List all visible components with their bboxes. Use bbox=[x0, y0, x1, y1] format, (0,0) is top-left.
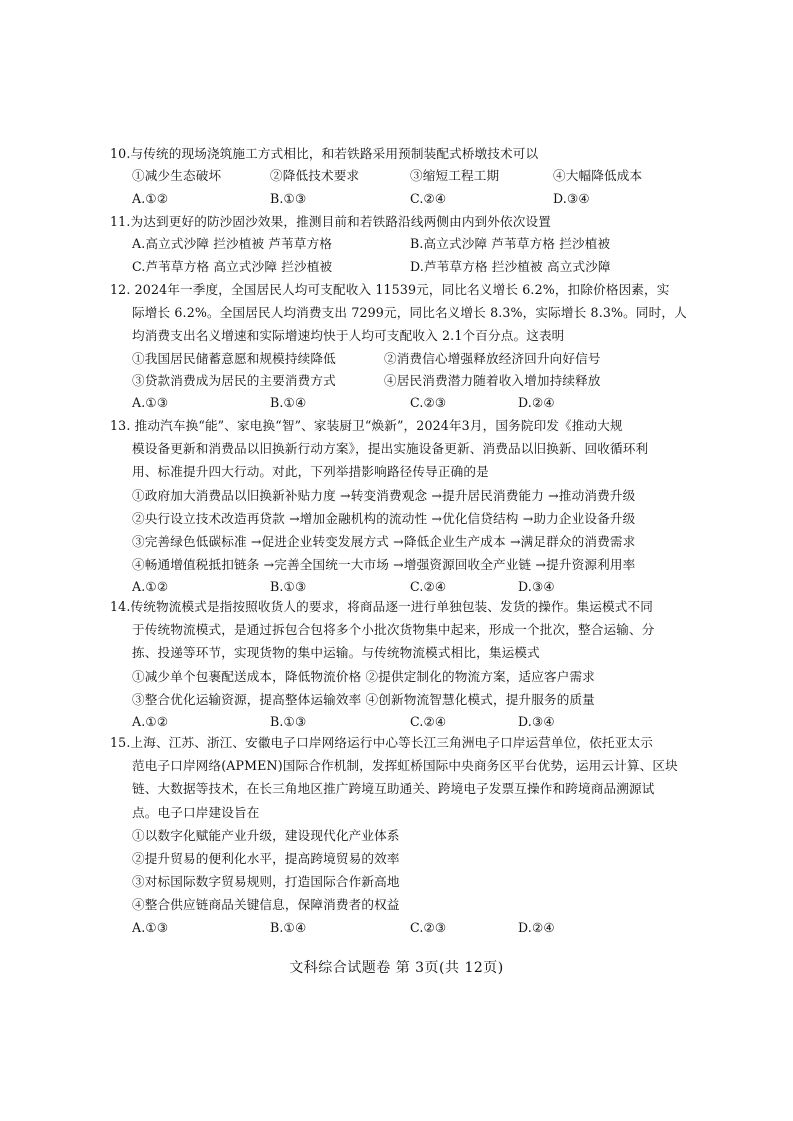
question-stem: 点。电子口岸建设旨在 bbox=[132, 804, 260, 820]
option-b: B.①④ bbox=[270, 919, 307, 935]
question-11 bbox=[110, 210, 696, 278]
question-stem: 范电子口岸网络(APMEN)国际合作机制，发挥虹桥国际中央商务区平台优势，运用云计算、区块 bbox=[132, 758, 678, 774]
option-d: D.③④ bbox=[518, 579, 555, 595]
question-stem: 均消费支出名义增速和实际增速均快于人均可支配收入 2.1个百分点。这表明 bbox=[132, 328, 565, 344]
statement-row: ③整合优化运输资源，提高整体运输效率 ④创新物流智慧化模式，提升服务的质量 bbox=[132, 691, 595, 707]
option-a: A.①② bbox=[132, 579, 169, 595]
question-stem: 13. 推动汽车换“能”、家电换“智”、家装厨卫“焕新”，2024年3月，国务院印发《推动大规 bbox=[110, 418, 623, 433]
question-stem: 用、标准提升四大行动。对此，下列举措影响路径传导正确的是 bbox=[132, 464, 489, 480]
option-c: C.芦苇草方格 高立式沙障 拦沙植被 bbox=[132, 258, 333, 274]
statement-3: ③对标国际数字贸易规则，打造国际合作新高地 bbox=[132, 874, 400, 890]
statement-row bbox=[110, 348, 696, 370]
options-row bbox=[110, 233, 696, 255]
question-stem: 10.与传统的现场浇筑施工方式相比，和若铁路采用预制装配式桥墩技术可以 bbox=[110, 146, 539, 161]
statement-1: ①以数字化赋能产业升级，建设现代化产业体系 bbox=[132, 827, 400, 843]
statement-1: ①减少生态破坏 bbox=[132, 168, 222, 184]
option-c: C.②④ bbox=[410, 190, 447, 206]
option-a: A.①② bbox=[132, 713, 169, 729]
option-b: B.①④ bbox=[270, 395, 307, 411]
option-d: D.③④ bbox=[553, 190, 590, 206]
statement-row: ①减少单个包裹配送成本，降低物流价格 ②提供定制化的物流方案，适应客户需求 bbox=[132, 668, 595, 684]
statement-4: ④大幅降低成本 bbox=[553, 168, 643, 184]
statement-3: ③贷款消费成为居民的主要消费方式 bbox=[132, 372, 336, 388]
question-stem: 模设备更新和消费品以旧换新行动方案》，提出实施设备更新、消费品以旧换新、回收循环利 bbox=[132, 441, 649, 457]
statement-3: ③缩短工程工期 bbox=[410, 168, 500, 184]
statement-1: ①政府加大消费品以旧换新补贴力度 →转变消费观念 →提升居民消费能力 →推动消费升级 bbox=[132, 487, 636, 503]
option-a: A.①② bbox=[132, 190, 169, 206]
options-row bbox=[110, 711, 696, 733]
statement-2: ②降低技术要求 bbox=[270, 168, 360, 184]
statement-1: ①我国居民储蓄意愿和规模持续降低 bbox=[132, 350, 336, 366]
option-c: C.②③ bbox=[410, 395, 447, 411]
statement-row bbox=[110, 370, 696, 392]
question-stem: 链、大数据等技术，在长三角地区推广跨境互助通关、跨境电子发票互操作和跨境商品溯源试 bbox=[132, 781, 655, 797]
question-14 bbox=[110, 595, 696, 733]
options-row bbox=[110, 392, 696, 414]
question-stem: 际增长 6.2%。全国居民人均消费支出 7299元，同比名义增长 8.3%，实际增长 8.3%。同时，人 bbox=[132, 305, 687, 321]
question-stem: 拣、投递等环节，实现货物的集中运输。与传统物流模式相比，集运模式 bbox=[132, 645, 540, 661]
question-stem: 于传统物流模式，是通过拆包合包将多个小批次货物集中起来，形成一个批次，整合运输、分 bbox=[132, 622, 655, 638]
option-c: C.②④ bbox=[410, 579, 447, 595]
option-b: B.高立式沙障 芦苇草方格 拦沙植被 bbox=[410, 236, 611, 252]
statement-2: ②消费信心增强释放经济回升向好信号 bbox=[384, 350, 601, 366]
option-b: B.①③ bbox=[270, 190, 307, 206]
statement-2: ②提升贸易的便利化水平，提高跨境贸易的效率 bbox=[132, 850, 400, 866]
statement-2: ②央行设立技术改造再贷款 →增加金融机构的流动性 →优化信贷结构 →助力企业设备升级 bbox=[132, 510, 636, 526]
option-c: C.②③ bbox=[410, 919, 447, 935]
options-row bbox=[110, 256, 696, 278]
question-10 bbox=[110, 142, 696, 210]
option-d: D.②④ bbox=[518, 395, 555, 411]
option-b: B.①③ bbox=[270, 713, 307, 729]
question-13 bbox=[110, 414, 696, 599]
option-d: D.②④ bbox=[518, 919, 555, 935]
option-d: D.③④ bbox=[518, 713, 555, 729]
options-row bbox=[110, 188, 696, 210]
option-d: D.芦苇草方格 拦沙植被 高立式沙障 bbox=[410, 258, 611, 274]
option-b: B.①③ bbox=[270, 579, 307, 595]
question-stem: 14.传统物流模式是指按照收货人的要求，将商品逐一进行单独包装、发货的操作。集运模式不同 bbox=[110, 599, 653, 614]
question-12 bbox=[110, 278, 696, 415]
question-stem: 15.上海、江苏、浙江、安徽电子口岸网络运行中心等长江三角洲电子口岸运营单位，依托亚太示 bbox=[110, 735, 653, 750]
option-c: C.②④ bbox=[410, 713, 447, 729]
statement-row bbox=[110, 165, 696, 187]
statement-4: ④整合供应链商品关键信息，保障消费者的权益 bbox=[132, 897, 400, 913]
statement-4: ④居民消费潜力随着收入增加持续释放 bbox=[384, 372, 601, 388]
option-a: A.①③ bbox=[132, 395, 169, 411]
page-footer: 文科综合试题卷 第 3页(共 12页) bbox=[289, 960, 504, 976]
option-a: A.①③ bbox=[132, 919, 169, 935]
question-stem: 12. 2024年一季度，全国居民人均可支配收入 11539元，同比名义增长 6.2%，扣除价格因素，实 bbox=[110, 282, 670, 297]
question-15 bbox=[110, 731, 696, 939]
statement-3: ③完善绿色低碳标准 →促进企业转变发展方式 →降低企业生产成本 →满足群众的消费需求 bbox=[132, 533, 636, 549]
options-row bbox=[110, 917, 696, 939]
question-stem: 11.为达到更好的防沙固沙效果，推测目前和若铁路沿线两侧由内到外依次设置 bbox=[110, 214, 552, 229]
option-a: A.高立式沙障 拦沙植被 芦苇草方格 bbox=[132, 236, 333, 252]
statement-4: ④畅通增值税抵扣链条 →完善全国统一大市场 →增强资源回收全产业链 →提升资源利用率 bbox=[132, 557, 636, 573]
